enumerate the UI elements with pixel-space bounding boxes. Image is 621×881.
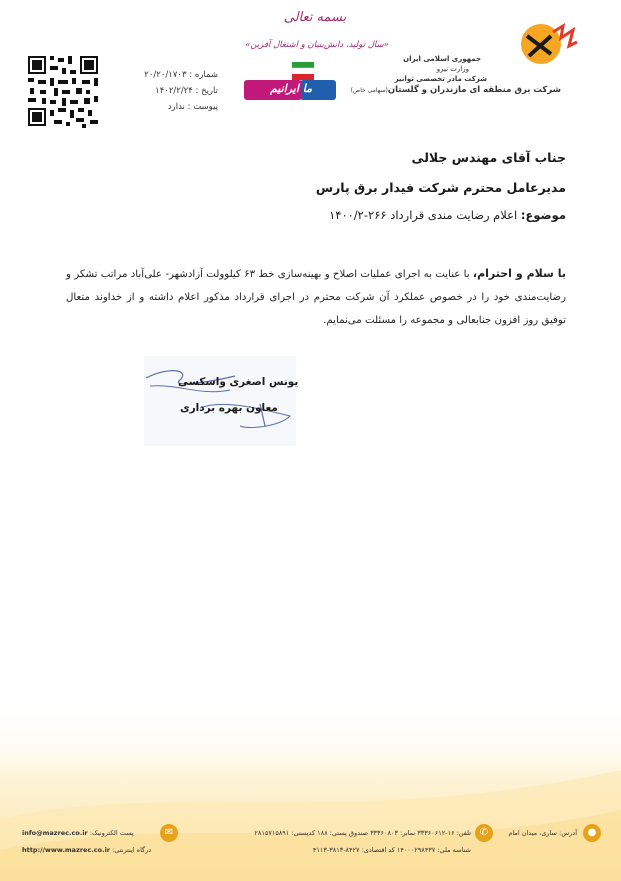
email-link[interactable]: info@mazrec.co.ir [22, 829, 88, 837]
greeting: با سلام و احترام، [472, 267, 566, 280]
org-country: جمهوری اسلامی ایران [403, 55, 481, 63]
footer-phone: تلفن: ۱۶-۳۳۳۶۰۶۱۲ نمابر: ۳۳۳۶۰۸۰۳ صندوق پستی: ۱۸۸ کدپستی: ۲۸۱۵۷۱۵۸۹۱ [254, 829, 471, 837]
email-icon: ✉ [160, 824, 178, 842]
bismillah-heading: بسمه تعالی [283, 10, 347, 25]
web-link[interactable]: http://www.mazrec.co.ir [22, 846, 111, 854]
footer-national-id: شناسه ملی: ۱۴۰۰۰۲۹۸۴۳۷ کد اقتصادی: ۸۴۲۷-۳۸۱۳-۴۱۱۳ [312, 846, 471, 854]
org-name-suffix: (سهامی خاص) [350, 87, 388, 94]
location-pin-icon: ● [583, 824, 601, 842]
subject-label: موضوع: [520, 208, 566, 222]
web-label: درگاه اینترنتی: [112, 846, 152, 854]
number-value: ۲۰/۲۰/۱۷۰۳ [144, 70, 187, 80]
letter-number-row [118, 67, 218, 83]
campaign-logo [242, 62, 340, 100]
signer-name: یونس اصغری واسکسی [178, 376, 299, 388]
subject-text: اعلام رضایت مندی قرارداد ۲۶۶-۱۴۰۰/۲ [329, 208, 518, 222]
phone-icon: ✆ [475, 824, 493, 842]
attachment-label: پیوست : [187, 102, 218, 112]
attachment-value: ندارد [167, 102, 185, 112]
recipient-title: مدیرعامل محترم شرکت فیدار برق پارس [315, 180, 566, 195]
qr-code-icon [22, 50, 104, 132]
body-text: با عنایت به اجرای عملیات اصلاح و بهینه‌سازی خط ۶۳ کیلوولت آزادشهر- علی‌آباد مراتب تشکر و رضایت‌مندی خود را در خصوص عملکرد آن شرکت محترم در اجرای قرارداد مذکور اعلام داشته و از خداوند متعال توفیق روز افزون جنابعالی و مجموعه را مسئلت می‌نمایم. [66, 269, 566, 326]
recipient-name: جناب آقای مهندس جلالی [411, 150, 566, 165]
footer-web-row [22, 846, 151, 854]
attachment-row [118, 99, 218, 115]
signature-stamp-icon [140, 356, 300, 446]
letter-meta [118, 67, 218, 115]
org-name-text: شرکت برق منطقه ای مازندران و گلستان [387, 85, 561, 95]
signer-title: معاون بهره برداری [180, 402, 278, 414]
campaign-text: ما ایرانیم [269, 82, 313, 95]
org-parent: شرکت مادر تخصصی توانیر [394, 75, 487, 83]
email-label: پست الکترونیک: [89, 829, 134, 837]
year-slogan: «سال تولید، دانش‌بنیان و اشتغال آفرین» [245, 40, 389, 50]
footer-address: آدرس: ساری، میدان امام [508, 829, 577, 837]
footer-email-row [22, 829, 134, 837]
date-value: ۱۴۰۲/۲/۲۴ [155, 86, 193, 96]
number-label: شماره : [189, 70, 218, 80]
letter-subject [329, 208, 566, 222]
letter-body [66, 262, 566, 332]
org-ministry: وزارت نیرو [436, 65, 469, 73]
org-name [331, 84, 561, 97]
letter-date-row [118, 83, 218, 99]
organization-block [331, 54, 561, 97]
date-label: تاریخ : [195, 86, 218, 96]
